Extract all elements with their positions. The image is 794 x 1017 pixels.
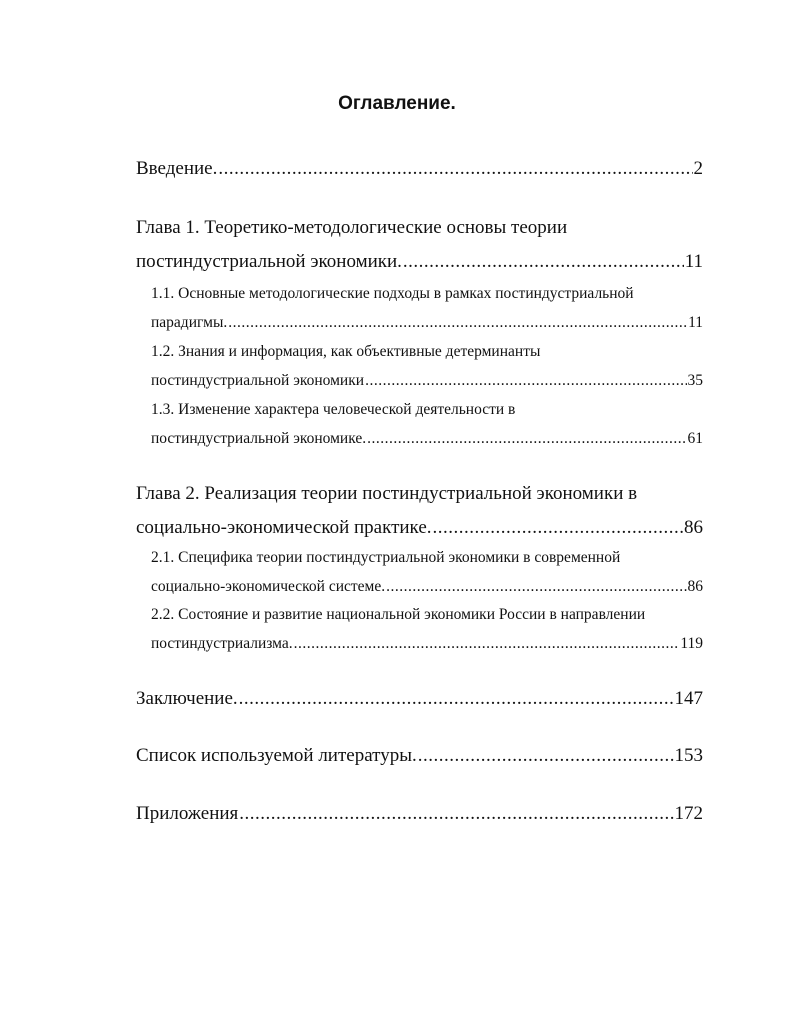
dot-leader <box>433 517 683 539</box>
toc-page-number: 172 <box>674 803 703 824</box>
toc-label: социально-экономической практике. <box>136 517 432 538</box>
toc-entry-chapter-1[interactable] <box>136 251 703 273</box>
toc-entry-introduction[interactable] <box>136 158 703 180</box>
toc-section-2-2-title: 2.2. Состояние и развитие национальной экономики России в направлении <box>151 606 646 623</box>
toc-page-number: 35 <box>687 372 703 389</box>
toc-page-number: 61 <box>687 430 703 447</box>
dot-leader <box>218 158 692 180</box>
dot-leader <box>386 578 686 596</box>
dot-leader <box>239 688 674 710</box>
toc-page-number: 153 <box>674 745 703 766</box>
toc-page-number: 119 <box>680 635 703 652</box>
toc-label: Введение. <box>136 158 218 179</box>
toc-entry-section-1-2[interactable] <box>151 372 703 390</box>
toc-section-1-3-title: 1.3. Изменение характера человеческой деятельности в <box>151 401 516 418</box>
dot-leader <box>367 430 686 448</box>
toc-entry-section-1-1[interactable] <box>151 314 703 332</box>
toc-chapter-2-title: Глава 2. Реализация теории постиндустриальной экономики в <box>136 483 638 504</box>
page-title: Оглавление. <box>338 93 456 114</box>
toc-page-number: 147 <box>674 688 703 709</box>
toc-entry-section-2-2[interactable] <box>151 635 703 653</box>
dot-leader <box>294 635 680 653</box>
toc-page-number: 2 <box>693 158 703 179</box>
toc-page-number: 86 <box>687 578 703 595</box>
toc-entry-chapter-2[interactable] <box>136 517 703 539</box>
toc-label: Приложения <box>136 803 239 824</box>
dot-leader <box>239 803 673 825</box>
toc-label: постиндустриальной экономики. <box>136 251 402 272</box>
toc-entry-conclusion[interactable] <box>136 688 703 710</box>
toc-page-number: 86 <box>684 517 703 538</box>
toc-entry-references[interactable] <box>136 745 703 767</box>
toc-entry-section-1-3[interactable] <box>151 430 703 448</box>
toc-label: постиндустриальной экономике. <box>151 430 367 447</box>
dot-leader <box>228 314 687 332</box>
toc-label: постиндустриализма. <box>151 635 293 652</box>
toc-label: Список используемой литературы. <box>136 745 417 766</box>
toc-label: Заключение. <box>136 688 238 709</box>
dot-leader <box>365 372 686 390</box>
toc-section-2-1-title: 2.1. Специфика теории постиндустриальной экономики в современной <box>151 549 621 566</box>
toc-section-1-2-title: 1.2. Знания и информация, как объективные детерминанты <box>151 343 541 360</box>
toc-entry-appendix[interactable] <box>136 803 703 825</box>
dot-leader <box>403 251 684 273</box>
dot-leader <box>418 745 674 767</box>
toc-entry-section-2-1[interactable] <box>151 578 703 596</box>
toc-page-number: 11 <box>684 251 703 272</box>
toc-section-1-1-title: 1.1. Основные методологические подходы в рамках постиндустриальной <box>151 285 634 302</box>
toc-chapter-1-title: Глава 1. Теоретико-методологические основы теории <box>136 217 568 238</box>
toc-page-number: 11 <box>688 314 703 331</box>
toc-label: социально-экономической системе. <box>151 578 386 595</box>
toc-label: парадигмы. <box>151 314 228 331</box>
toc-label: постиндустриальной экономики <box>151 372 365 389</box>
